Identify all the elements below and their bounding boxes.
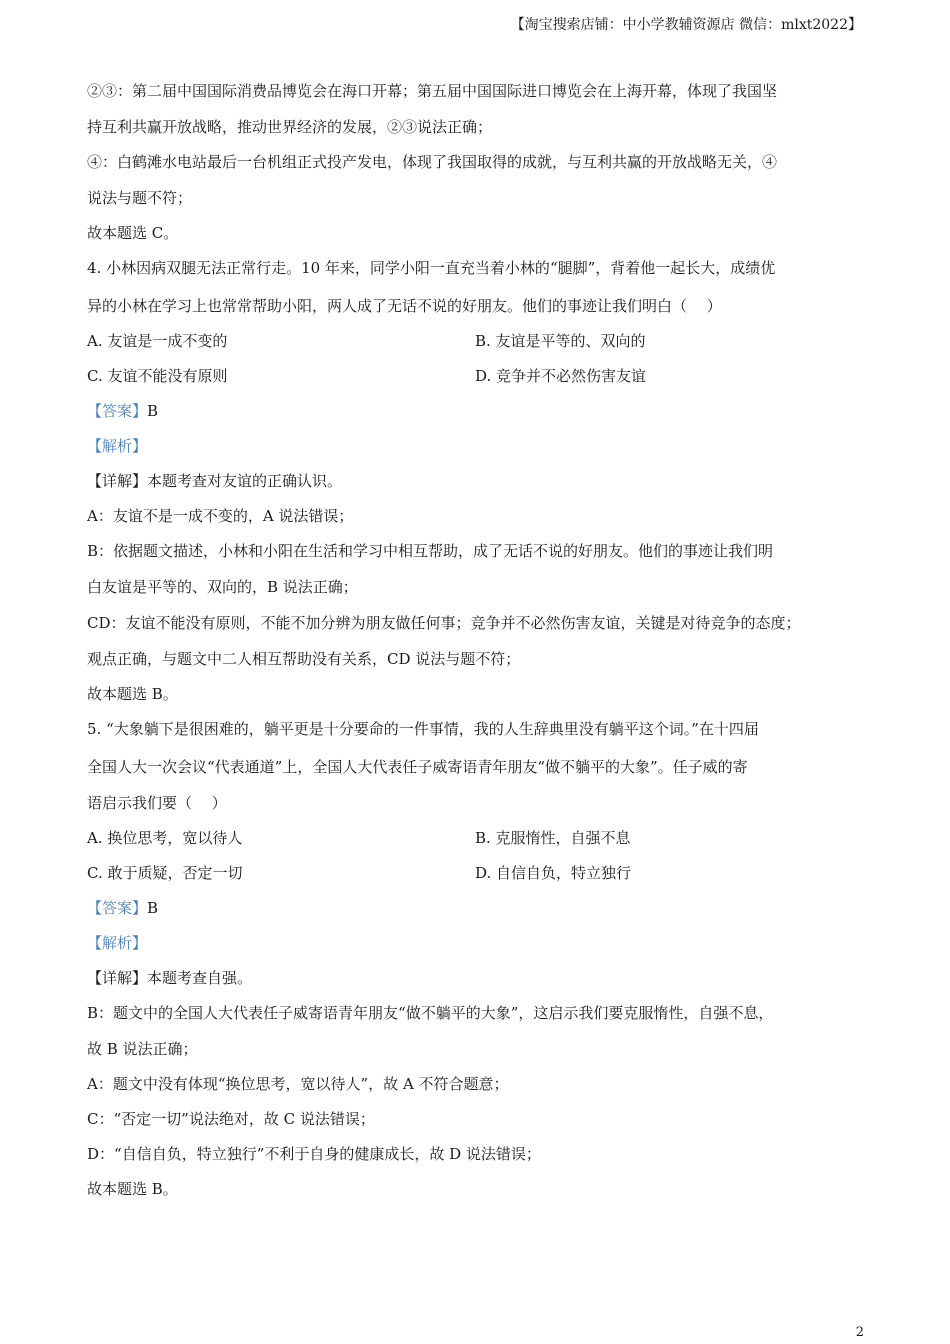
text-line: ④：白鹤滩水电站最后一台机组正式投产发电，体现了我国取得的成就，与互利共赢的开放战略无关，④ xyxy=(87,153,778,171)
explanation-line: 【详解】本题考查自强。 xyxy=(87,969,253,987)
page-number: 2 xyxy=(855,1325,864,1340)
question-stem: 异的小林在学习上也常常帮助小阳，两人成了无话不说的好朋友。他们的事迹让我们明白（ ） xyxy=(87,297,722,315)
question-stem: 语启示我们要（ ） xyxy=(87,794,227,812)
answer-line xyxy=(87,400,877,422)
option-c: C. 敢于质疑，否定一切 xyxy=(87,864,243,882)
question-5 xyxy=(87,718,877,1200)
option-d: D. 竞争并不必然伤害友谊 xyxy=(475,367,647,385)
answer-tag: 【答案】 xyxy=(87,402,148,420)
option-row xyxy=(87,827,877,849)
option-b: B. 克服惰性，自强不息 xyxy=(475,829,631,847)
explanation-line: B：题文中的全国人大代表任子威寄语青年朋友“做不躺平的大象”，这启示我们要克服惰性，自强不息， xyxy=(87,1004,774,1022)
analysis-tag: 【解析】 xyxy=(87,437,148,455)
document-body xyxy=(87,80,877,1200)
answer-tag: 【答案】 xyxy=(87,899,148,917)
question-stem: 4. 小林因病双腿无法正常行走。10 年来，同学小阳一直充当着小林的“腿脚”，背着他一起长大，成绩优 xyxy=(87,259,776,277)
explanation-line: B：依据题文描述，小林和小阳在生活和学习中相互帮助，成了无话不说的好朋友。他们的事迹让我们明 xyxy=(87,542,774,560)
option-d: D. 自信自负，特立独行 xyxy=(475,864,632,882)
explanation-line: C：“否定一切”说法绝对，故 C 说法错误； xyxy=(87,1110,375,1128)
option-row xyxy=(87,365,877,387)
text-line: 持互利共赢开放战略，推动世界经济的发展，②③说法正确； xyxy=(87,118,493,136)
explanation-line: CD：友谊不能没有原则，不能不加分辨为朋友做任何事；竞争并不必然伤害友谊，关键是对待竞争的态度； xyxy=(87,614,801,632)
explanation-line: 观点正确，与题文中二人相互帮助没有关系，CD 说法与题不符； xyxy=(87,650,521,668)
answer-value: B xyxy=(147,402,159,420)
explanation-line: 故本题选 B。 xyxy=(87,685,178,703)
option-row xyxy=(87,862,877,884)
text-line: 说法与题不符； xyxy=(87,189,193,207)
prev-question-analysis xyxy=(87,80,877,244)
text-line: ②③：第二届中国国际消费品博览会在海口开幕；第五届中国国际进口博览会在上海开幕，体现了我国坚 xyxy=(87,82,778,100)
option-a: A. 换位思考，宽以待人 xyxy=(87,829,243,847)
answer-line xyxy=(87,897,877,919)
explanation-line: D：“自信自负，特立独行”不利于自身的健康成长，故 D 说法错误； xyxy=(87,1145,541,1163)
explanation-line: 故本题选 B。 xyxy=(87,1180,178,1198)
option-row xyxy=(87,330,877,352)
explanation-line: A：题文中没有体现“换位思考，宽以待人”，故 A 不符合题意； xyxy=(87,1075,509,1093)
explanation-line: A：友谊不是一成不变的，A 说法错误； xyxy=(87,507,354,525)
explanation-line: 【详解】本题考查对友谊的正确认识。 xyxy=(87,472,343,490)
explanation-line: 白友谊是平等的、双向的，B 说法正确； xyxy=(87,578,358,596)
page-header: 【淘宝搜索店铺：中小学教辅资源店 微信：mlxt2022】 xyxy=(510,17,862,33)
option-b: B. 友谊是平等的、双向的 xyxy=(475,332,646,350)
question-stem: 全国人大一次会议“代表通道”上，全国人大代表任子威寄语青年朋友“做不躺平的大象”。任子威的寄 xyxy=(87,758,748,776)
text-line: 故本题选 C。 xyxy=(87,224,179,242)
question-4 xyxy=(87,257,877,705)
option-c: C. 友谊不能没有原则 xyxy=(87,367,228,385)
answer-value: B xyxy=(147,899,159,917)
option-a: A. 友谊是一成不变的 xyxy=(87,332,228,350)
explanation-line: 故 B 说法正确； xyxy=(87,1040,198,1058)
question-stem: 5. “大象躺下是很困难的，躺平更是十分要命的一件事情，我的人生辞典里没有躺平这个词。”在十四届 xyxy=(87,720,759,738)
analysis-tag: 【解析】 xyxy=(87,934,148,952)
